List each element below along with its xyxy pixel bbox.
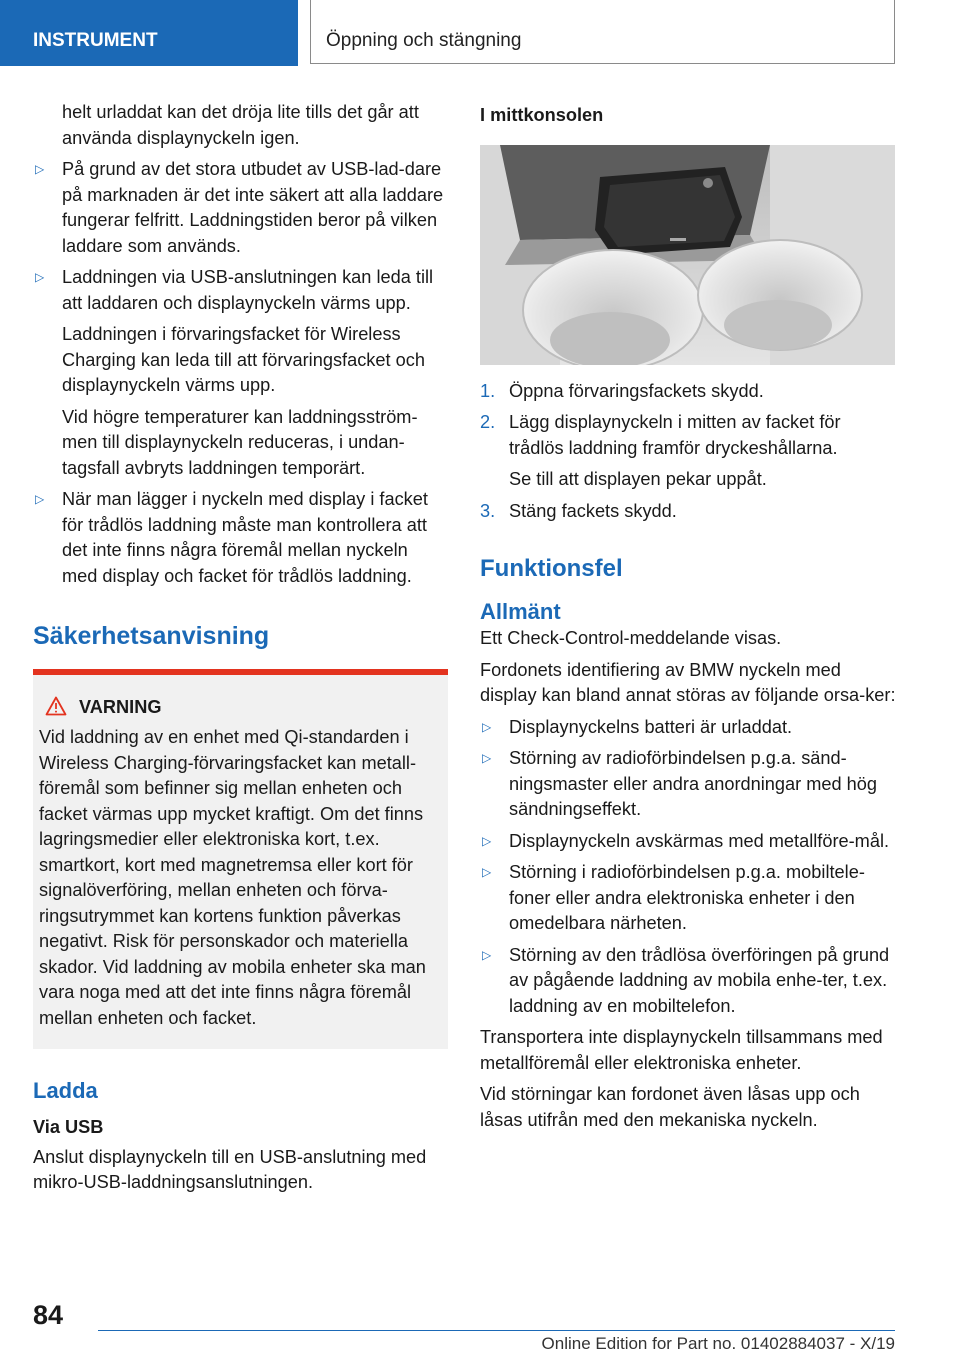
console-photo: [480, 145, 895, 365]
paragraph-wireless: Laddningen i förvaringsfacket för Wireless Charging kan leda till att förvaringsfacket och displaynyckeln värms upp.: [62, 324, 425, 395]
console-heading: I mittkonsolen: [480, 105, 604, 125]
step-number: 1.: [480, 380, 496, 401]
page-number: 84: [33, 1300, 64, 1330]
list-item: ▷ Laddningen via USB-anslutningen kan leda till att laddaren och displaynyckeln värms upp.: [35, 267, 434, 313]
bullet-icon: ▷: [482, 751, 492, 765]
bullet-icon: ▷: [35, 162, 45, 176]
list-item: ▷ Störning av den trådlösa överföringen på grund av pågående laddning av mobila enhe-ter, t.ex. laddning av en mobiltelefon.: [482, 944, 890, 1016]
paragraph-temperature: Vid högre temperaturer kan laddningsström-men till displaynyckeln reduceras, i undan-tagsfall avbryts laddningen temporärt.: [62, 406, 418, 478]
list-item: ▷ När man lägger i nyckeln med display i facket för trådlös laddning måste man kontrollera att det inte finns några föremål mellan nyckeln med display och facket för trådlös laddning.: [35, 489, 428, 586]
bullet-icon: ▷: [35, 492, 45, 506]
right-column: [480, 100, 898, 1139]
page-header-title: Öppning och stängning: [310, 0, 895, 64]
list-item: 2. Lägg displaynyckeln i mitten av facket för trådlös laddning framför dryckeshållarna.: [480, 412, 841, 458]
intro-continuation: helt urladdat kan det dröja lite tills det går att använda displaynyckeln igen.: [62, 102, 419, 148]
safety-heading: Säkerhetsanvisning: [33, 622, 270, 650]
list-item: ▷ Störning i radioförbindelsen p.g.a. mobiltele-foner eller andra elektroniska enheter i den omedelbara närheten.: [482, 862, 865, 933]
charge-heading: Ladda: [33, 1078, 98, 1103]
usb-heading: Via USB: [33, 1117, 104, 1137]
list-item: ▷ Displaynyckeln avskärmas med metallföre-mål.: [480, 829, 898, 855]
bullet-icon: ▷: [482, 719, 492, 734]
lock-text: Vid störningar kan fordonet även låsas upp och låsas utifrån med den mekaniska nyckeln.: [480, 1084, 860, 1130]
section-tab: INSTRUMENT: [0, 0, 298, 66]
general-heading: Allmänt: [480, 599, 561, 624]
bullet-icon: ▷: [482, 947, 492, 962]
list-item: ▷ På grund av det stora utbudet av USB-lad-dare på marknaden är det inte säkert att alla laddare fungerar felfritt. Laddningstiden beror på vilken laddare som används.: [35, 159, 444, 256]
general-text-2: Fordonets identifiering av BMW nyckeln med display kan bland annat störas av följande orsa-ker:: [480, 659, 896, 705]
bullet-icon: ▷: [482, 865, 492, 879]
footer-edition: Online Edition for Part no. 01402884037 - X/19: [541, 1334, 895, 1353]
list-item: ▷ Displaynyckelns batteri är urladdat.: [480, 715, 898, 741]
left-column: [33, 100, 448, 1202]
bullet-icon: ▷: [35, 270, 45, 284]
bullet-icon: ▷: [482, 833, 492, 848]
list-item: 1. Öppna förvaringsfackets skydd.: [480, 379, 898, 405]
step-number: 2.: [480, 412, 496, 432]
step-note: Se till att displayen pekar uppåt.: [509, 469, 767, 489]
warning-triangle-icon: [45, 696, 67, 716]
fault-heading: Funktionsfel: [480, 555, 623, 582]
warning-box: [33, 669, 448, 1049]
footer-divider: [98, 1330, 895, 1331]
transport-text: Transportera inte displaynyckeln tillsammans med metallföremål eller elektroniska enheter.: [480, 1027, 883, 1073]
list-item: 3. Stäng fackets skydd.: [480, 499, 898, 525]
usb-text: Anslut displaynyckeln till en USB-anslutning med mikro-USB-laddningsanslutningen.: [33, 1146, 427, 1192]
step-number: 3.: [480, 500, 496, 521]
warning-label: VARNING: [39, 695, 440, 721]
warning-text: Vid laddning av en enhet med Qi-standarden i Wireless Charging-förvaringsfacket kan metall-föremål som befinner sig mellan enheten och facket värmas upp mycket kraftigt. Om det finns lagringsmedier eller elektroniska kort, t.ex. smartkort, kort med magnetremsa eller kort för signalöverföring, mellan enheten och förva-ringsutrymmet kan kortens funktion påverkas negativt. Risk för personskador och materiella skador. Vid laddning av mobila enheter ska man vara noga med att det inte finns några föremål mellan enheten och facket.: [39, 727, 426, 1028]
general-text-1: Ett Check-Control-meddelande visas.: [480, 628, 782, 648]
list-item: ▷ Störning av radioförbindelsen p.g.a. sänd-ningsmaster eller andra anordningar med hög sändningseffekt.: [482, 748, 878, 819]
